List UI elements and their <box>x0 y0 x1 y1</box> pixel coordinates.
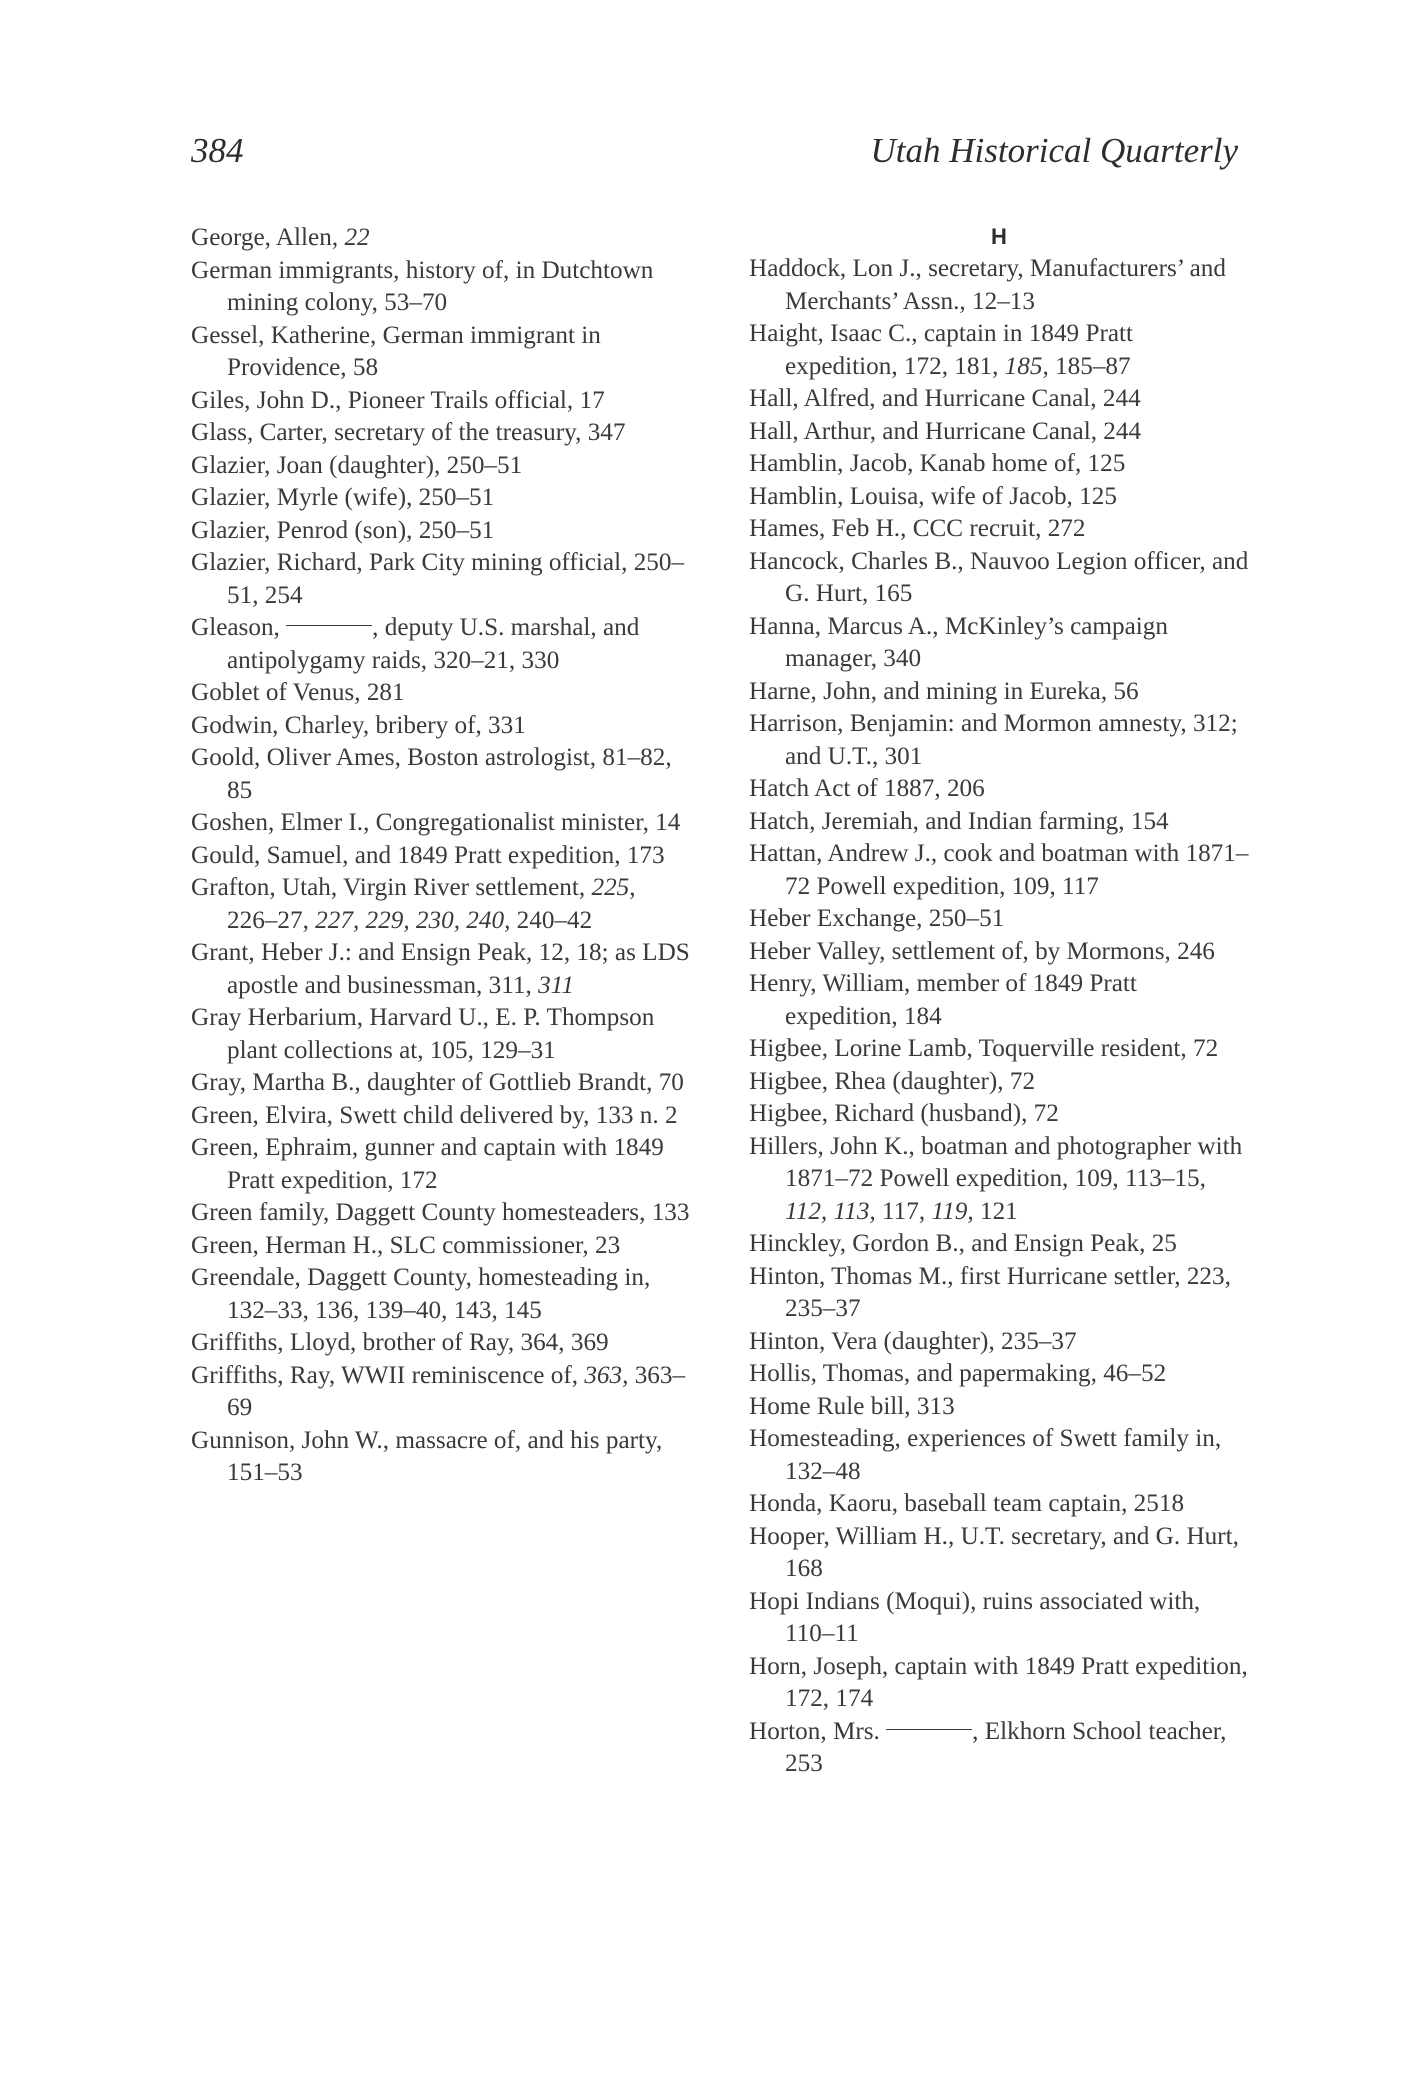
index-entry: Gessel, Katherine, German immigrant in Providence, 58 <box>191 321 601 381</box>
entry-text: Horton, Mrs. <box>749 1717 887 1745</box>
entry-text: George, Allen, <box>191 224 345 251</box>
index-entry <box>191 872 691 937</box>
entry-text: 185–87 <box>1048 352 1131 380</box>
index-entry: Hatch Act of 1887, 206 <box>749 775 985 802</box>
italic-page-ref: 185, <box>1004 352 1049 380</box>
index-entry: Goblet of Venus, 281 <box>191 679 405 706</box>
italic-page-ref: 22 <box>344 224 370 251</box>
entry-text: Gleason, <box>191 614 287 641</box>
index-entry: Glazier, Penrod (son), 250–51 <box>191 516 495 544</box>
index-entry: Godwin, Charley, bribery of, 331 <box>191 711 526 739</box>
entry-text: 117, <box>875 1197 932 1225</box>
entry-text: , deputy U.S. marshal, and antipolygamy raids, 320–21, 330 <box>227 614 640 674</box>
index-entry: Griffiths, Lloyd, brother of Ray, 364, 369 <box>191 1329 609 1356</box>
entry-text: Grafton, Utah, Virgin River settlement, <box>191 874 592 901</box>
entry-text: Hillers, John K., boatman and photographer with 1871–72 Powell expedition, 109, 113–15, <box>749 1132 1243 1192</box>
index-entry: Heber Valley, settlement of, by Mormons, 246 <box>749 937 1215 965</box>
index-entry: Home Rule bill, 313 <box>749 1392 955 1420</box>
index-entry: Glazier, Myrle (wife), 250–51 <box>191 484 495 511</box>
index-entry: Hamblin, Jacob, Kanab home of, 125 <box>749 450 1126 477</box>
index-entry: Heber Exchange, 250–51 <box>749 905 1005 932</box>
entry-text: , Elkhorn School teacher, 253 <box>785 1717 1227 1777</box>
entry-text: Haight, Isaac C., captain in 1849 Pratt expedition, 172, 181, <box>749 320 1134 380</box>
entry-text: 363–69 <box>227 1361 686 1421</box>
index-entry: Homesteading, experiences of Swett family in, 132–48 <box>749 1425 1222 1485</box>
index-entry: Hollis, Thomas, and papermaking, 46–52 <box>749 1360 1167 1387</box>
index-entry: Hall, Arthur, and Hurricane Canal, 244 <box>749 417 1142 445</box>
index-entry: Glazier, Joan (daughter), 250–51 <box>191 451 523 479</box>
index-entry: Hattan, Andrew J., cook and boatman with 1871–72 Powell expedition, 109, 117 <box>749 840 1249 900</box>
page-number: 384 <box>191 131 244 170</box>
index-entry: Hancock, Charles B., Nauvoo Legion officer, and G. Hurt, 165 <box>749 547 1249 607</box>
index-entry: Henry, William, member of 1849 Pratt expedition, 184 <box>749 970 1137 1030</box>
index-entry: Higbee, Rhea (daughter), 72 <box>749 1067 1036 1095</box>
index-entry: Hanna, Marcus A., McKinley’s campaign manager, 340 <box>749 612 1168 672</box>
running-head: Utah Historical Quarterly <box>870 131 1238 170</box>
index-entry: Gray, Martha B., daughter of Gottlieb Brandt, 70 <box>191 1069 684 1096</box>
index-entry: Green, Elvira, Swett child delivered by, 133 n. 2 <box>191 1101 678 1129</box>
index-entry: Hatch, Jeremiah, and Indian farming, 154 <box>749 807 1169 835</box>
entry-text: Griffiths, Ray, WWII reminiscence of, <box>191 1361 585 1389</box>
blank-name-line <box>286 624 372 626</box>
index-entry: Harne, John, and mining in Eureka, 56 <box>749 677 1139 705</box>
index-entry <box>749 1131 1249 1229</box>
index-entry <box>749 1716 1249 1781</box>
index-entry: Higbee, Richard (husband), 72 <box>749 1100 1059 1127</box>
index-entry <box>749 318 1249 383</box>
index-entry: Hinton, Vera (daughter), 235–37 <box>749 1327 1077 1355</box>
entry-text: 240–42 <box>510 906 593 934</box>
index-entry: Hall, Alfred, and Hurricane Canal, 244 <box>749 385 1141 412</box>
index-entry: Haddock, Lon J., secretary, Manufacturers’ and Merchants’ Assn., 12–13 <box>749 255 1226 315</box>
index-entry: German immigrants, history of, in Dutchtown mining colony, 53–70 <box>191 256 654 316</box>
index-entry: Hooper, William H., U.T. secretary, and G. Hurt, 168 <box>749 1522 1239 1582</box>
index-entry <box>191 937 691 1002</box>
italic-page-ref: 112, 113, <box>785 1197 876 1225</box>
entry-text: Grant, Heber J.: and Ensign Peak, 12, 18; as LDS apostle and businessman, 311, <box>191 939 690 999</box>
italic-page-ref: 119, <box>931 1197 974 1225</box>
index-entry: Hinckley, Gordon B., and Ensign Peak, 25 <box>749 1230 1177 1257</box>
entry-text: , 226–27, <box>227 874 636 934</box>
index-column-right <box>749 221 1249 1781</box>
index-entry: Giles, John D., Pioneer Trails official, 17 <box>191 386 605 414</box>
index-entry <box>191 1360 691 1425</box>
index-entry: Hopi Indians (Moqui), ruins associated with, 110–11 <box>749 1587 1201 1647</box>
index-entry: Hames, Feb H., CCC recruit, 272 <box>749 515 1086 542</box>
italic-page-ref: 227, 229, 230, 240, <box>315 906 511 934</box>
italic-page-ref: 363, <box>584 1361 629 1389</box>
index-entry <box>191 612 691 677</box>
index-entry: Gray Herbarium, Harvard U., E. P. Thompson plant collections at, 105, 129–31 <box>191 1004 655 1064</box>
index-entry: Higbee, Lorine Lamb, Toquerville resident, 72 <box>749 1035 1219 1062</box>
index-entry: Gunnison, John W., massacre of, and his party, 151–53 <box>191 1426 663 1486</box>
italic-page-ref: 225 <box>591 874 630 901</box>
index-entry: Goold, Oliver Ames, Boston astrologist, 81–82, 85 <box>191 744 672 804</box>
index-entry: Horn, Joseph, captain with 1849 Pratt expedition, 172, 174 <box>749 1652 1248 1712</box>
italic-page-ref: 311 <box>538 971 574 999</box>
index-entry <box>191 222 691 255</box>
index-entry: Green, Herman H., SLC commissioner, 23 <box>191 1231 621 1259</box>
index-entry: Hamblin, Louisa, wife of Jacob, 125 <box>749 482 1117 510</box>
index-entry: Gould, Samuel, and 1849 Pratt expedition, 173 <box>191 841 665 869</box>
section-letter-h: H <box>991 224 1007 249</box>
entry-text: 121 <box>973 1197 1018 1225</box>
index-entry: Honda, Kaoru, baseball team captain, 2518 <box>749 1490 1185 1517</box>
index-entry: Goshen, Elmer I., Congregationalist minister, 14 <box>191 809 681 836</box>
index-entry: Harrison, Benjamin: and Mormon amnesty, 312; and U.T., 301 <box>749 710 1238 770</box>
index-entry: Hinton, Thomas M., first Hurricane settler, 223, 235–37 <box>749 1262 1231 1322</box>
index-entry: Green family, Daggett County homesteaders, 133 <box>191 1199 690 1226</box>
index-entry: Greendale, Daggett County, homesteading in, 132–33, 136, 139–40, 143, 145 <box>191 1264 651 1324</box>
index-entry: Glazier, Richard, Park City mining official, 250–51, 254 <box>191 549 685 609</box>
index-entry: Green, Ephraim, gunner and captain with 1849 Pratt expedition, 172 <box>191 1134 664 1194</box>
index-entry: Glass, Carter, secretary of the treasury, 347 <box>191 419 626 446</box>
index-column-left <box>191 222 691 1490</box>
blank-name-line <box>886 1728 972 1730</box>
